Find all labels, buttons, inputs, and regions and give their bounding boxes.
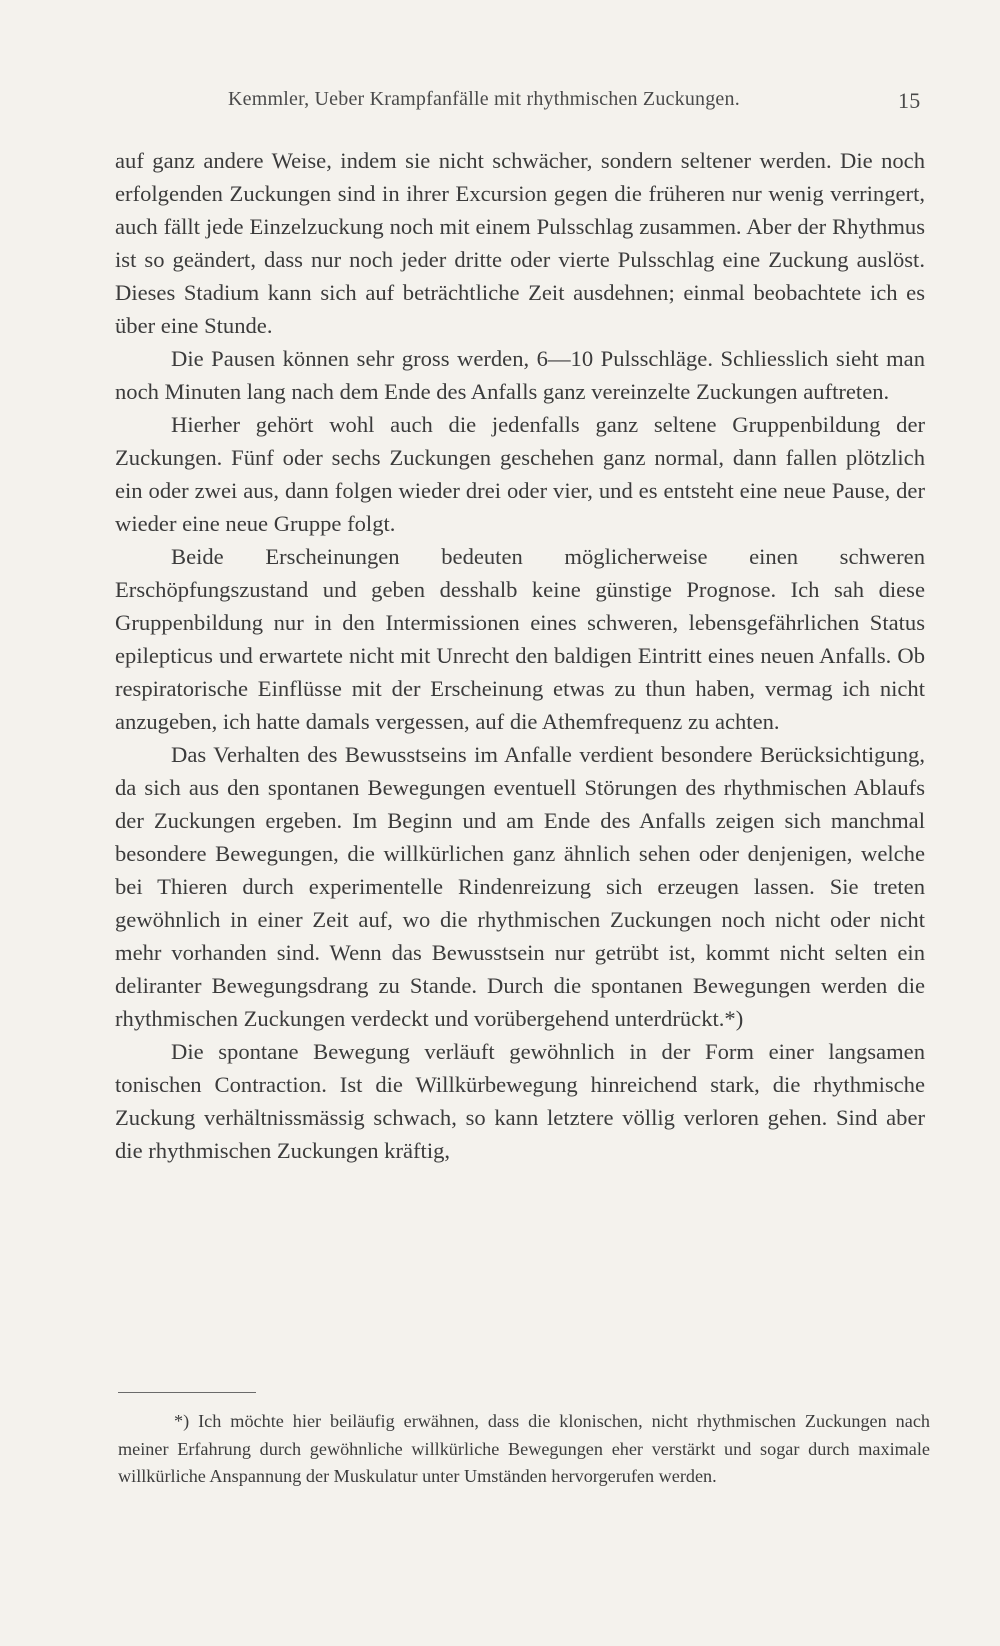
footnote-separator xyxy=(118,1392,256,1393)
paragraph: Hierher gehört wohl auch die jedenfalls ganz seltene Gruppenbildung der Zuckungen. Fünf oder sechs Zuckungen geschehen ganz normal, dann fallen plötzlich ein oder zwei aus, dann folgen wieder drei oder vier, und es entsteht eine neue Pause, der wieder eine neue Gruppe folgt. xyxy=(115,412,925,536)
running-title: Kemmler, Ueber Krampfanfälle mit rhythmischen Zuckungen. xyxy=(228,88,740,110)
paragraph: Das Verhalten des Bewusstseins im Anfalle verdient besondere Berücksichtigung, da sich aus den spontanen Bewegungen eventuell Störungen des rhythmischen Ablaufs der Zuckungen ergeben. Im Beginn und am Ende des Anfalls zeigen sich manchmal besondere Bewegungen, die willkürlichen ganz ähnlich sehen oder denjenigen, welche bei Thieren durch experimentelle Rindenreizung sich erzeugen lassen. Sie treten gewöhnlich in einer Zeit auf, wo die rhythmischen Zuckungen noch nicht oder nicht mehr vorhanden sind. Wenn das Bewusstsein nur getrübt ist, kommt nicht selten ein deliranter Bewegungsdrang zu Stande. Durch die spontanen Bewegungen werden die rhythmischen Zuckungen verdeckt und vorübergehend unterdrückt.*) xyxy=(115,742,925,1031)
body-text xyxy=(115,144,925,1167)
footnote-text: Ich möchte hier beiläufig erwähnen, dass die klonischen, nicht rhythmischen Zuckungen nach meiner Erfahrung durch gewöhnliche willkürliche Bewegungen eher verstärkt und sogar durch maximale willkürliche Anspannung der Muskulatur unter Umständen hervorgerufen werden. xyxy=(118,1411,931,1486)
paragraph-continued: auf ganz andere Weise, indem sie nicht schwächer, sondern seltener werden. Die noch erfolgenden Zuckungen sind in ihrer Excursion gegen die früheren nur wenig verringert, auch fällt jede Einzelzuckung noch mit einem Pulsschlag zusammen. Aber der Rhythmus ist so geändert, dass nur noch jeder dritte oder vierte Pulsschlag eine Zuckung auslöst. Dieses Stadium kann sich auf beträchtliche Zeit ausdehnen; einmal beobachtete ich es über eine Stunde. xyxy=(115,148,925,338)
paragraph: Beide Erscheinungen bedeuten möglicherweise einen schweren Erschöpfungszustand und geben desshalb keine günstige Prognose. Ich sah diese Gruppenbildung nur in den Intermissionen eines schweren, lebensgefährlichen Status epilepticus und erwartete nicht mit Unrecht den baldigen Eintritt eines neuen Anfalls. Ob respiratorische Einflüsse mit der Erscheinung etwas zu thun haben, vermag ich nicht anzugeben, ich hatte damals vergessen, auf die Athemfrequenz zu achten. xyxy=(115,544,925,734)
paragraph: Die Pausen können sehr gross werden, 6—10 Pulsschläge. Schliesslich sieht man noch Minuten lang nach dem Ende des Anfalls ganz vereinzelte Zuckungen auftreten. xyxy=(115,346,925,404)
footnote-mark: *) xyxy=(174,1411,190,1431)
page-number: 15 xyxy=(898,88,921,113)
footnote xyxy=(118,1408,930,1491)
paragraph: Die spontane Bewegung verläuft gewöhnlich in der Form einer langsamen tonischen Contraction. Ist die Willkürbewegung hinreichend stark, die rhythmische Zuckung verhältnissmässig schwach, so kann letztere völlig verloren gehen. Sind aber die rhythmischen Zuckungen kräftig, xyxy=(115,1039,925,1163)
